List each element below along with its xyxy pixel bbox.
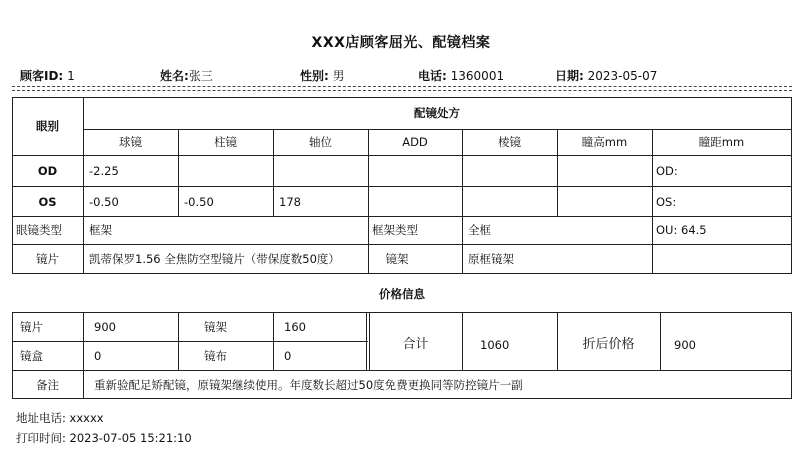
customer-id: 顾客ID: 1 (20, 69, 75, 83)
total-label: 合计 (402, 337, 429, 352)
price-cloth-label: 镜布 (204, 349, 227, 363)
od-pd: OD: (656, 164, 678, 178)
col-pupil-distance: 瞳距mm (698, 135, 745, 149)
remark-label: 备注 (36, 378, 59, 392)
col-axis: 轴位 (309, 135, 332, 149)
frame-description: 原框镜架 (468, 252, 514, 266)
lens-label: 镜片 (36, 252, 59, 266)
os-pd: OS: (656, 195, 677, 209)
od-label: OD (37, 164, 58, 178)
discount-value: 900 (674, 338, 696, 352)
price-frame-label: 镜架 (204, 320, 227, 334)
divider (12, 90, 792, 91)
price-frame: 160 (284, 320, 306, 334)
price-section-title: 价格信息 (379, 287, 425, 301)
frame-type: 全框 (468, 223, 491, 237)
col-sphere: 球镜 (119, 135, 142, 149)
record-date: 日期: 2023-05-07 (555, 69, 658, 83)
price-case: 0 (94, 349, 102, 363)
frame-label: 镜架 (385, 252, 409, 266)
address-line: 地址电话: xxxxx (16, 411, 104, 425)
col-prism: 棱镜 (498, 135, 521, 149)
eye-header: 眼别 (36, 119, 59, 133)
prescription-title: 配镜处方 (414, 106, 460, 120)
price-lens: 900 (94, 320, 116, 334)
col-add: ADD (402, 135, 428, 149)
price-case-label: 镜盒 (20, 349, 43, 363)
col-pupil-height: 瞳高mm (581, 135, 628, 149)
document-title: XXX店顾客屈光、配镜档案 (311, 35, 491, 51)
glasses-type: 框架 (89, 223, 112, 237)
lens-description: 凯蒂保罗1.56 全焦防空型镜片（带保度数50度） (89, 252, 340, 266)
price-lens-label: 镜片 (20, 320, 43, 334)
print-time-line: 打印时间: 2023-07-05 15:21:10 (16, 431, 192, 445)
os-label: OS (38, 195, 57, 209)
od-sphere: -2.25 (89, 164, 119, 178)
customer-name: 姓名:张三 (160, 69, 213, 83)
remark-text: 重新验配足矫配镜，原镜架继续使用。年度数长超过50度免费更换同等防控镜片一副 (94, 378, 523, 392)
divider (12, 86, 792, 87)
customer-phone: 电话: 1360001 (418, 69, 505, 83)
price-cloth: 0 (284, 349, 292, 363)
total-value: 1060 (480, 338, 510, 352)
os-sphere: -0.50 (89, 195, 119, 209)
customer-gender: 性别: 男 (300, 69, 345, 83)
discount-label: 折后价格 (582, 337, 635, 352)
os-axis: 178 (279, 195, 301, 209)
frame-type-label: 框架类型 (372, 223, 418, 237)
glasses-type-label: 眼镜类型 (16, 223, 62, 237)
col-cylinder: 柱镜 (214, 135, 237, 149)
ou-pd: OU: 64.5 (656, 223, 707, 237)
os-cylinder: -0.50 (184, 195, 214, 209)
